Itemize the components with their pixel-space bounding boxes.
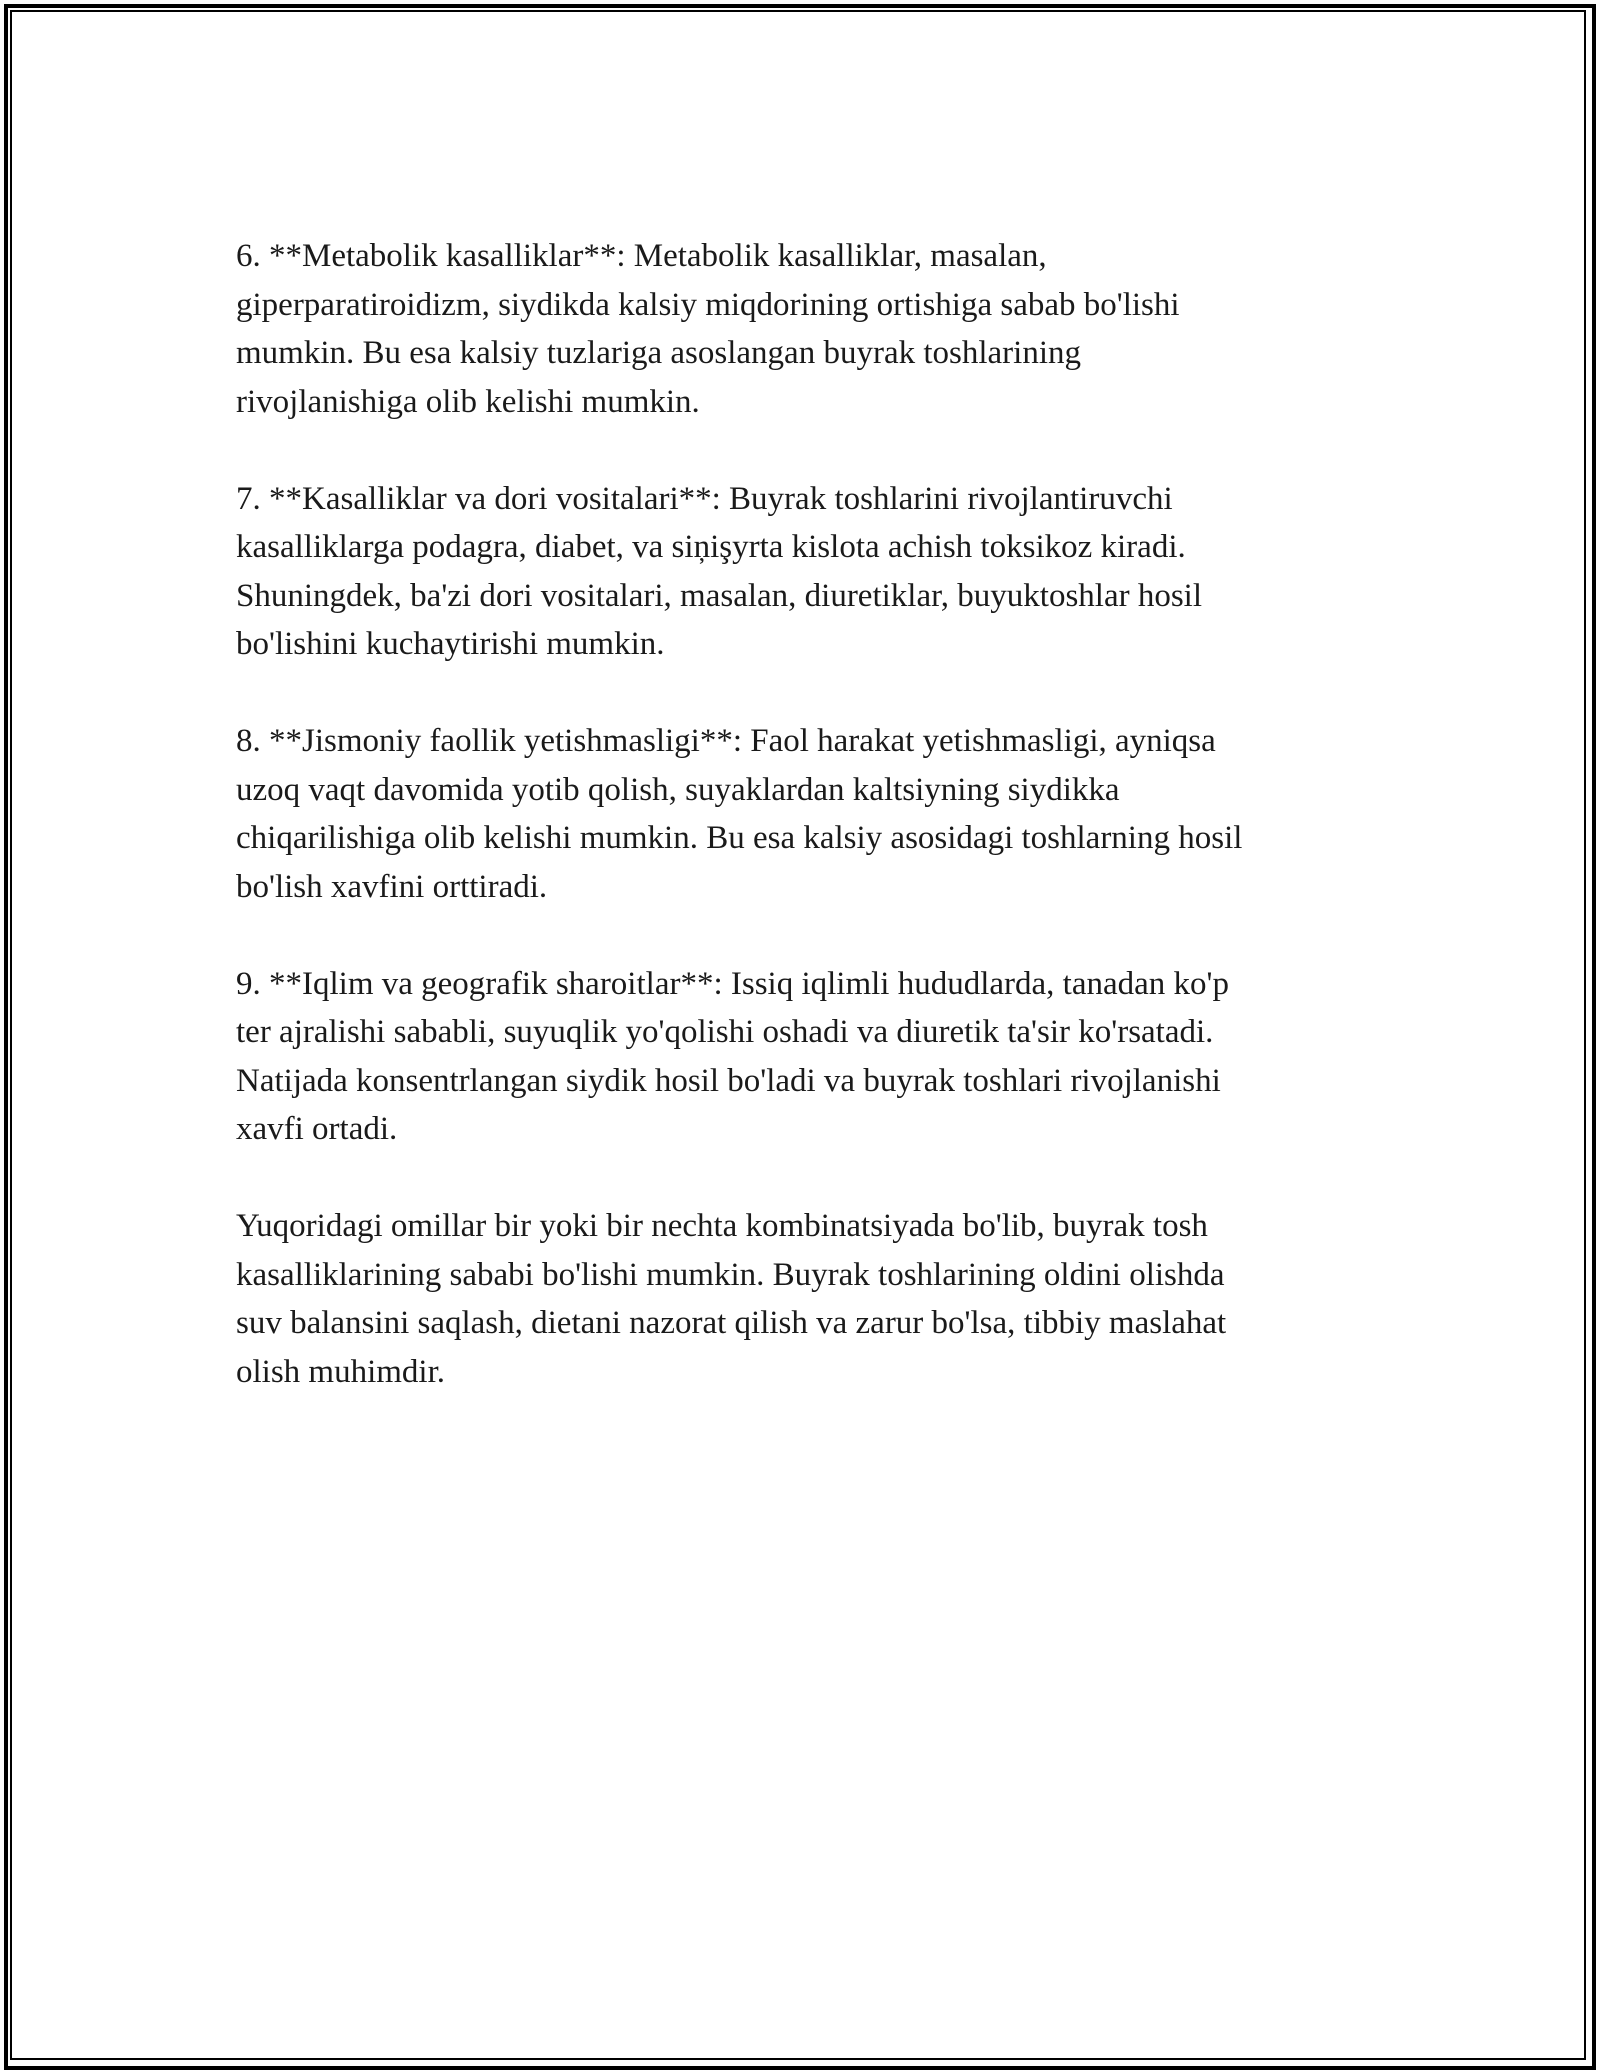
document-body: [236, 232, 1376, 1445]
paragraph-physical-inactivity: [236, 717, 1376, 911]
text-line: Yuqoridagi omillar bir yoki bir nechta kombinatsiyada bo'lib, buyrak tosh: [236, 1208, 1208, 1244]
text-line: xavfi ortadi.: [236, 1111, 398, 1147]
text-line: bo'lish xavfini orttiradi.: [236, 868, 548, 905]
text-line: bo'lishini kuchaytirishi mumkin.: [236, 626, 665, 662]
text-line: uzoq vaqt davomida yotib qolish, suyaklardan kaltsiyning siydikka: [236, 771, 1120, 808]
text-line: kasalliklarining sababi bo'lishi mumkin. Buyrak toshlarining oldini olishda: [236, 1256, 1225, 1293]
text-line: rivojlanishiga olib kelishi mumkin.: [236, 383, 700, 420]
text-line: kasalliklarga podagra, diabet, va siņişyrta kislota achish toksikoz kiradi.: [236, 529, 1186, 565]
paragraph-conclusion: [236, 1202, 1376, 1396]
paragraph-climate-geography: [236, 960, 1376, 1154]
text-line: suv balansini saqlash, dietani nazorat qilish va zarur bo'lsa, tibbiy maslahat: [236, 1305, 1227, 1341]
text-line: 7. **Kasalliklar va dori vositalari**: Buyrak toshlarini rivojlantiruvchi: [236, 480, 1173, 517]
text-line: Shuningdek, ba'zi dori vositalari, masalan, diuretiklar, buyuktoshlar hosil: [236, 577, 1203, 614]
text-line: 8. **Jismoniy faollik yetishmasligi**: Faol harakat yetishmasligi, ayniqsa: [236, 723, 1216, 759]
text-line: ter ajralishi sababli, suyuqlik yo'qolishi oshadi va diuretik ta'sir ko'rsatadi.: [236, 1014, 1214, 1050]
paragraph-diseases-and-medications: [236, 475, 1376, 669]
text-line: 6. **Metabolik kasalliklar**: Metabolik kasalliklar, masalan,: [236, 238, 1047, 274]
text-line: chiqarilishiga olib kelishi mumkin. Bu esa kalsiy asosidagi toshlarning hosil: [236, 820, 1243, 856]
text-line: olish muhimdir.: [236, 1353, 446, 1390]
text-line: giperparatiroidizm, siydikda kalsiy miqdorining ortishiga sabab bo'lishi: [236, 286, 1180, 323]
text-line: Natijada konsentrlangan siydik hosil bo'ladi va buyrak toshlari rivojlanishi: [236, 1062, 1221, 1099]
text-line: mumkin. Bu esa kalsiy tuzlariga asoslangan buyrak toshlarining: [236, 335, 1081, 371]
text-line: 9. **Iqlim va geografik sharoitlar**: Issiq iqlimli hududlarda, tanadan ko'p: [236, 965, 1229, 1002]
paragraph-metabolic-diseases: [236, 232, 1376, 426]
